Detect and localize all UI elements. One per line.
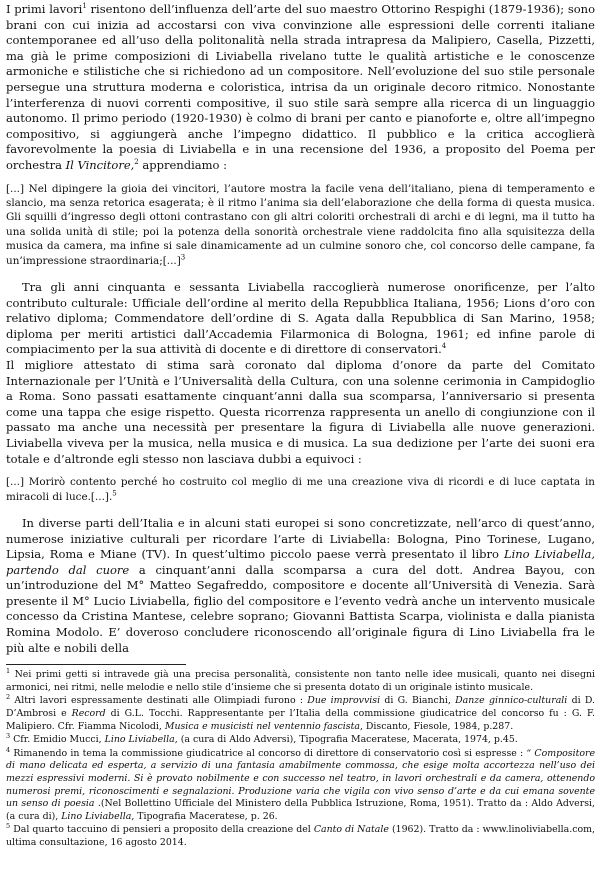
paragraph-honors: Tra gli anni cinquanta e sessanta Liviabella raccoglierà numerose onorificenze, per l’alto contributo culturale: Ufficiale dell’ordine al merito della Repubblica Italiana, 1956; Lions d’oro con relativo diploma; Commendatore dell’ordine di S. Agata dalla Repubblica di San Marino, 1958; diploma per meriti artistici dall’Accademia Filarmonica di Bologna, 1961; ed infine parole di compiacimento per la sua attività di docente e di direttore di conservatori.$^4$ bbox=[6, 279, 595, 357]
footnote-4: $^4$ Rimanendo in tema la commissione giudicatrice al concorso di direttore di conservatorio così si espresse : “ Compositore di mano delicata ed esperta, a servizio di una fantasia amabilmente commossa, che esige molta accortezza nell’uso dei mezzi espressivi moderni. Si è provato nobilmente e con successo nel teatro, in lavori orchestrali e da camera, ottenendo numerosi premi, riconoscimenti e segnalazioni. Produzione varia che vigila con vivo senso d’arte e da cui emana sovente un senso di poesia .(Nel Bollettino Ufficiale del Ministero della Pubblica Istruzione, Roma, 1951). Tratto da : Aldo Adversi, (a cura di), Lino Liviabella, Tipografia Maceratese, p. 26. bbox=[6, 745, 596, 822]
quote-liviabella: [...] Morirò contento perché ho costruito col meglio di me una creazione viva di ricordi e di luce captata in miracoli di luce.[...].$^5$ bbox=[6, 476, 595, 503]
footnote-5: $^5$ Dal quarto taccuino di pensieri a proposito della creazione del Canto di Natale (1962). Tratto da : www.linoliviabella.com, ultima consultazione, 16 agosto 2014. bbox=[6, 822, 595, 848]
footnote-3: $^3$ Cfr. Emidio Mucci, Lino Liviabella, (a cura di Aldo Adversi), Tipografia Maceratese, Macerata, 1974, p.45. bbox=[6, 732, 518, 746]
paragraph-intro: I primi lavori$^1$ risentono dell’influenza dell’arte del suo maestro Ottorino Respighi (1879-1936); sono brani con cui inizia ad accostarsi con viva convinzione alle espressioni delle correnti italiane contemporanee ed all’uso della politonalità nella strada intrapresa da Malipiero, Casella, Pizzetti, ma già le prime composizioni di Liviabella rivelano tutte le qualità artistiche e le conoscenze armoniche e stilistiche che si richiedono ad un compositore. Nell’evoluzione del suo stile personale persegue una struttura moderna e coloristica, intrisa da un originale decoro ritmico. Nonostante l’interferenza di nuovi correnti compositive, il suo stile sarà sempre alla ricerca di un linguaggio autonomo. Il primo periodo (1920-1930) è colmo di brani per canto e pianoforte e, oltre all’impegno compositivo, si aggiungerà anche l’impegno didattico. Il pubblico e la critica accoglierà favorevolmente la poesia di Liviabella e in una recensione del 1936, a proposito del Poema per orchestra Il Vincitore,$^2$ apprendiamo : bbox=[6, 2, 595, 172]
footnote-ref-5[interactable]: 5 bbox=[112, 489, 117, 498]
paragraph-anniversary: Il migliore attestato di stima sarà coronato dal diploma d’onore da parte del Comitato Internazionale per l’Unità e l’Universalità della Cultura, con una solenne cerimonia in Campidoglio a Roma. Sono passati esattamente cinquant’anni dalla sua scomparsa, l’anniversario si presenta come una tappa che esige rispetto. Questa ricorrenza rappresenta un anello di congiunzione con il passato ma anche una necessità per presentare la figura di Liviabella alle nuove generazioni. Liviabella viveva per la musica, nella musica e di musica. La sua dedizione per l’arte dei suoni era totale e d’altronde egli stesso non lasciava dubbi a equivoci : bbox=[6, 357, 595, 466]
footnote-ref-4[interactable]: 4 bbox=[441, 342, 447, 351]
work-title: Il Vincitore, bbox=[65, 157, 135, 172]
footnote-ref-3[interactable]: 3 bbox=[180, 253, 186, 262]
document-page bbox=[6, 2, 595, 851]
footnote-ref-1[interactable]: 1 bbox=[82, 2, 87, 11]
quote-review: [...] Nel dipingere la gioia dei vincitori, l’autore mostra la facile vena dell’italiano, piena di temperamento e slancio, ma senza retorica esagerata; è il ritmo l’anima sia dell’elaborazione che della forma di questa musica. Gli squilli d’ingresso degli ottoni contrastano con gli altri coloriti orchestrali di archi e di legni, ma il tutto ha una solida unità di stile; poi la potenza della sonorità orchestrale viene raddolcita fino alla squisitezza della musica da camera, ma infine si sale dinamicamente ad un culmine sonoro che, col concorso delle campane, fa un’impressione straordinaria;[...]$^3$ bbox=[6, 182, 595, 267]
footnote-2: $^2$ Altri lavori espressamente destinati alle Olimpiadi furono : Due improvvisi di G. Bianchi, Danze ginnico-culturali di D. D’Ambrosi e Record di G.L. Tocchi. Rappresentante per l’Italia della commissione giudicatrice del concorso fu : G. F. Malipiero. Cfr. Fiamma Nicolodi, Musica e musicisti nel ventennio fascista, Discanto, Fiesole, 1984, p.287. bbox=[6, 693, 595, 732]
paragraph-initiatives: In diverse parti dell’Italia e in alcuni stati europei si sono concretizzate, nell’arco di quest’anno, numerose iniziative culturali per ricordare l’arte di Liviabella: Bologna, Pino Torinese, Lugano, Lipsia, Roma e Miane (TV). In quest’ultimo piccolo paese verrà presentato il libro Lino Liviabella, partendo dal cuore a cinquant’anni dalla scomparsa a cura del dott. Andrea Bayou, con un’introduzione del M° Matteo Segafreddo, compositore e docente all’Università di Venezia. Sarà presente il M° Lucio Liviabella, figlio del compositore e l’evento vedrà anche un intervento musicale concesso da Cristina Mantese, celebre soprano; Giovanni Battista Scarpa, violinista e dalla pianista Romina Modolo. E’ doveroso concludere riconoscendo all’originale figura di Lino Liviabella fra le più alte e nobili della bbox=[6, 515, 595, 655]
book-title: Lino Liviabella, partendo dal cuore bbox=[6, 547, 595, 577]
footnote-ref-2[interactable]: 2 bbox=[134, 158, 139, 167]
footnote-1: $^1$ Nei primi getti si intravede già una precisa personalità, consistente non tanto nelle idee musicali, quanto nei disegni armonici, nei ritmi, nelle melodie e nello stile d’insieme che si presenta dotato di un originale istinto musicale. bbox=[6, 667, 595, 693]
footnote-divider bbox=[6, 664, 186, 665]
